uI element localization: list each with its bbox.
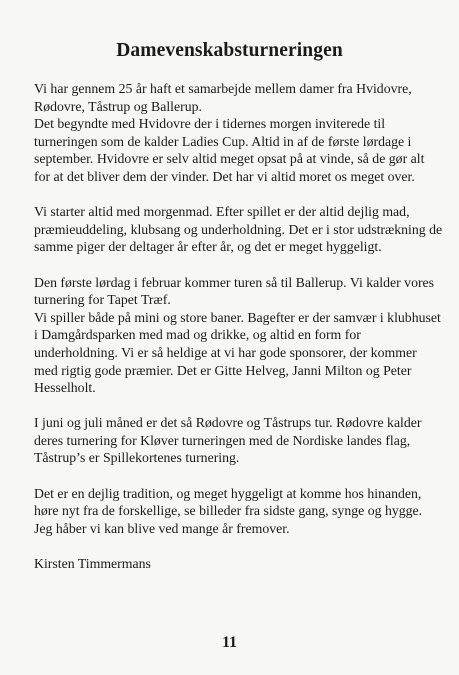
author-signature [34,555,446,573]
article-body [34,80,446,573]
text-line: Det begyndte med Hvidovre der i tidernes morgen inviterede til [34,116,386,132]
paragraph-gap [34,186,446,204]
paragraph-gap [34,397,446,415]
text-line: Vi har gennem 25 år haft et samarbejde mellem damer fra Hvidovre, [34,81,412,96]
text-line: høre nyt fra de forskellige, se billeder fra sidste gang, synge og hygge. [34,503,423,519]
text-line: i Damgårdsparken med mad og drikke, og altid en form for [34,327,361,343]
text-line: turnering for Tapet Træf. [34,292,171,308]
text-line: for at det bliver dem der vinder. Det har vi altid moret os meget over. [34,168,415,184]
text-line: turneringen som de kalder Ladies Cup. Altid in af de første lørdage i [34,133,412,149]
paragraph-2 [34,203,446,256]
paragraph-gap [34,467,446,485]
page-number: 11 [221,634,238,651]
paragraph-5 [34,485,446,538]
paragraph-3 [34,274,446,397]
page-title: Damevenskabsturneringen [116,40,343,61]
text-line: I juni og juli måned er det så Rødovre og Tåstrups tur. Rødovre kalder [34,415,422,431]
text-line: Tåstrup’s er Spillekortenes turnering. [34,450,240,466]
paragraph-1 [34,80,446,186]
text-line: Vi spiller både på mini og store baner. Bagefter er der samvær i klubhuset [34,309,441,325]
text-line: underholdning. Vi er så heldige at vi har gode sponsorer, der kommer [34,344,417,360]
paragraph-gap [34,537,446,555]
text-line: september. Hvidovre er selv altid meget opsat på at vinde, så de gør alt [34,151,425,167]
text-line: Vi starter altid med morgenmad. Efter spillet er der altid dejlig mad, [34,204,410,220]
text-line: Det er en dejlig tradition, og meget hyggeligt at komme hos hinanden, [34,485,422,501]
text-line: præmieuddeling, klubsang og underholdning. Det er i stor udstrækning de [34,221,443,237]
text-line: deres turnering for Kløver turneringen med de Nordiske landes flag, [34,432,411,448]
author-name: Kirsten Timmermans [34,556,151,572]
text-line: Hesselholt. [34,380,96,396]
text-line: Rødovre, Tåstrup og Ballerup. [34,98,202,114]
paragraph-4 [34,414,446,467]
text-line: med rigtig gode præmier. Det er Gitte Helveg, Janni Milton og Peter [34,362,412,378]
paragraph-gap [34,256,446,274]
text-line: Den første lørdag i februar kommer turen så til Ballerup. Vi kalder vores [34,274,435,290]
text-line: samme piger der deltager år efter år, og det er meget hyggeligt. [34,239,382,255]
text-line: Jeg håber vi kan blive ved mange år fremover. [34,520,290,536]
